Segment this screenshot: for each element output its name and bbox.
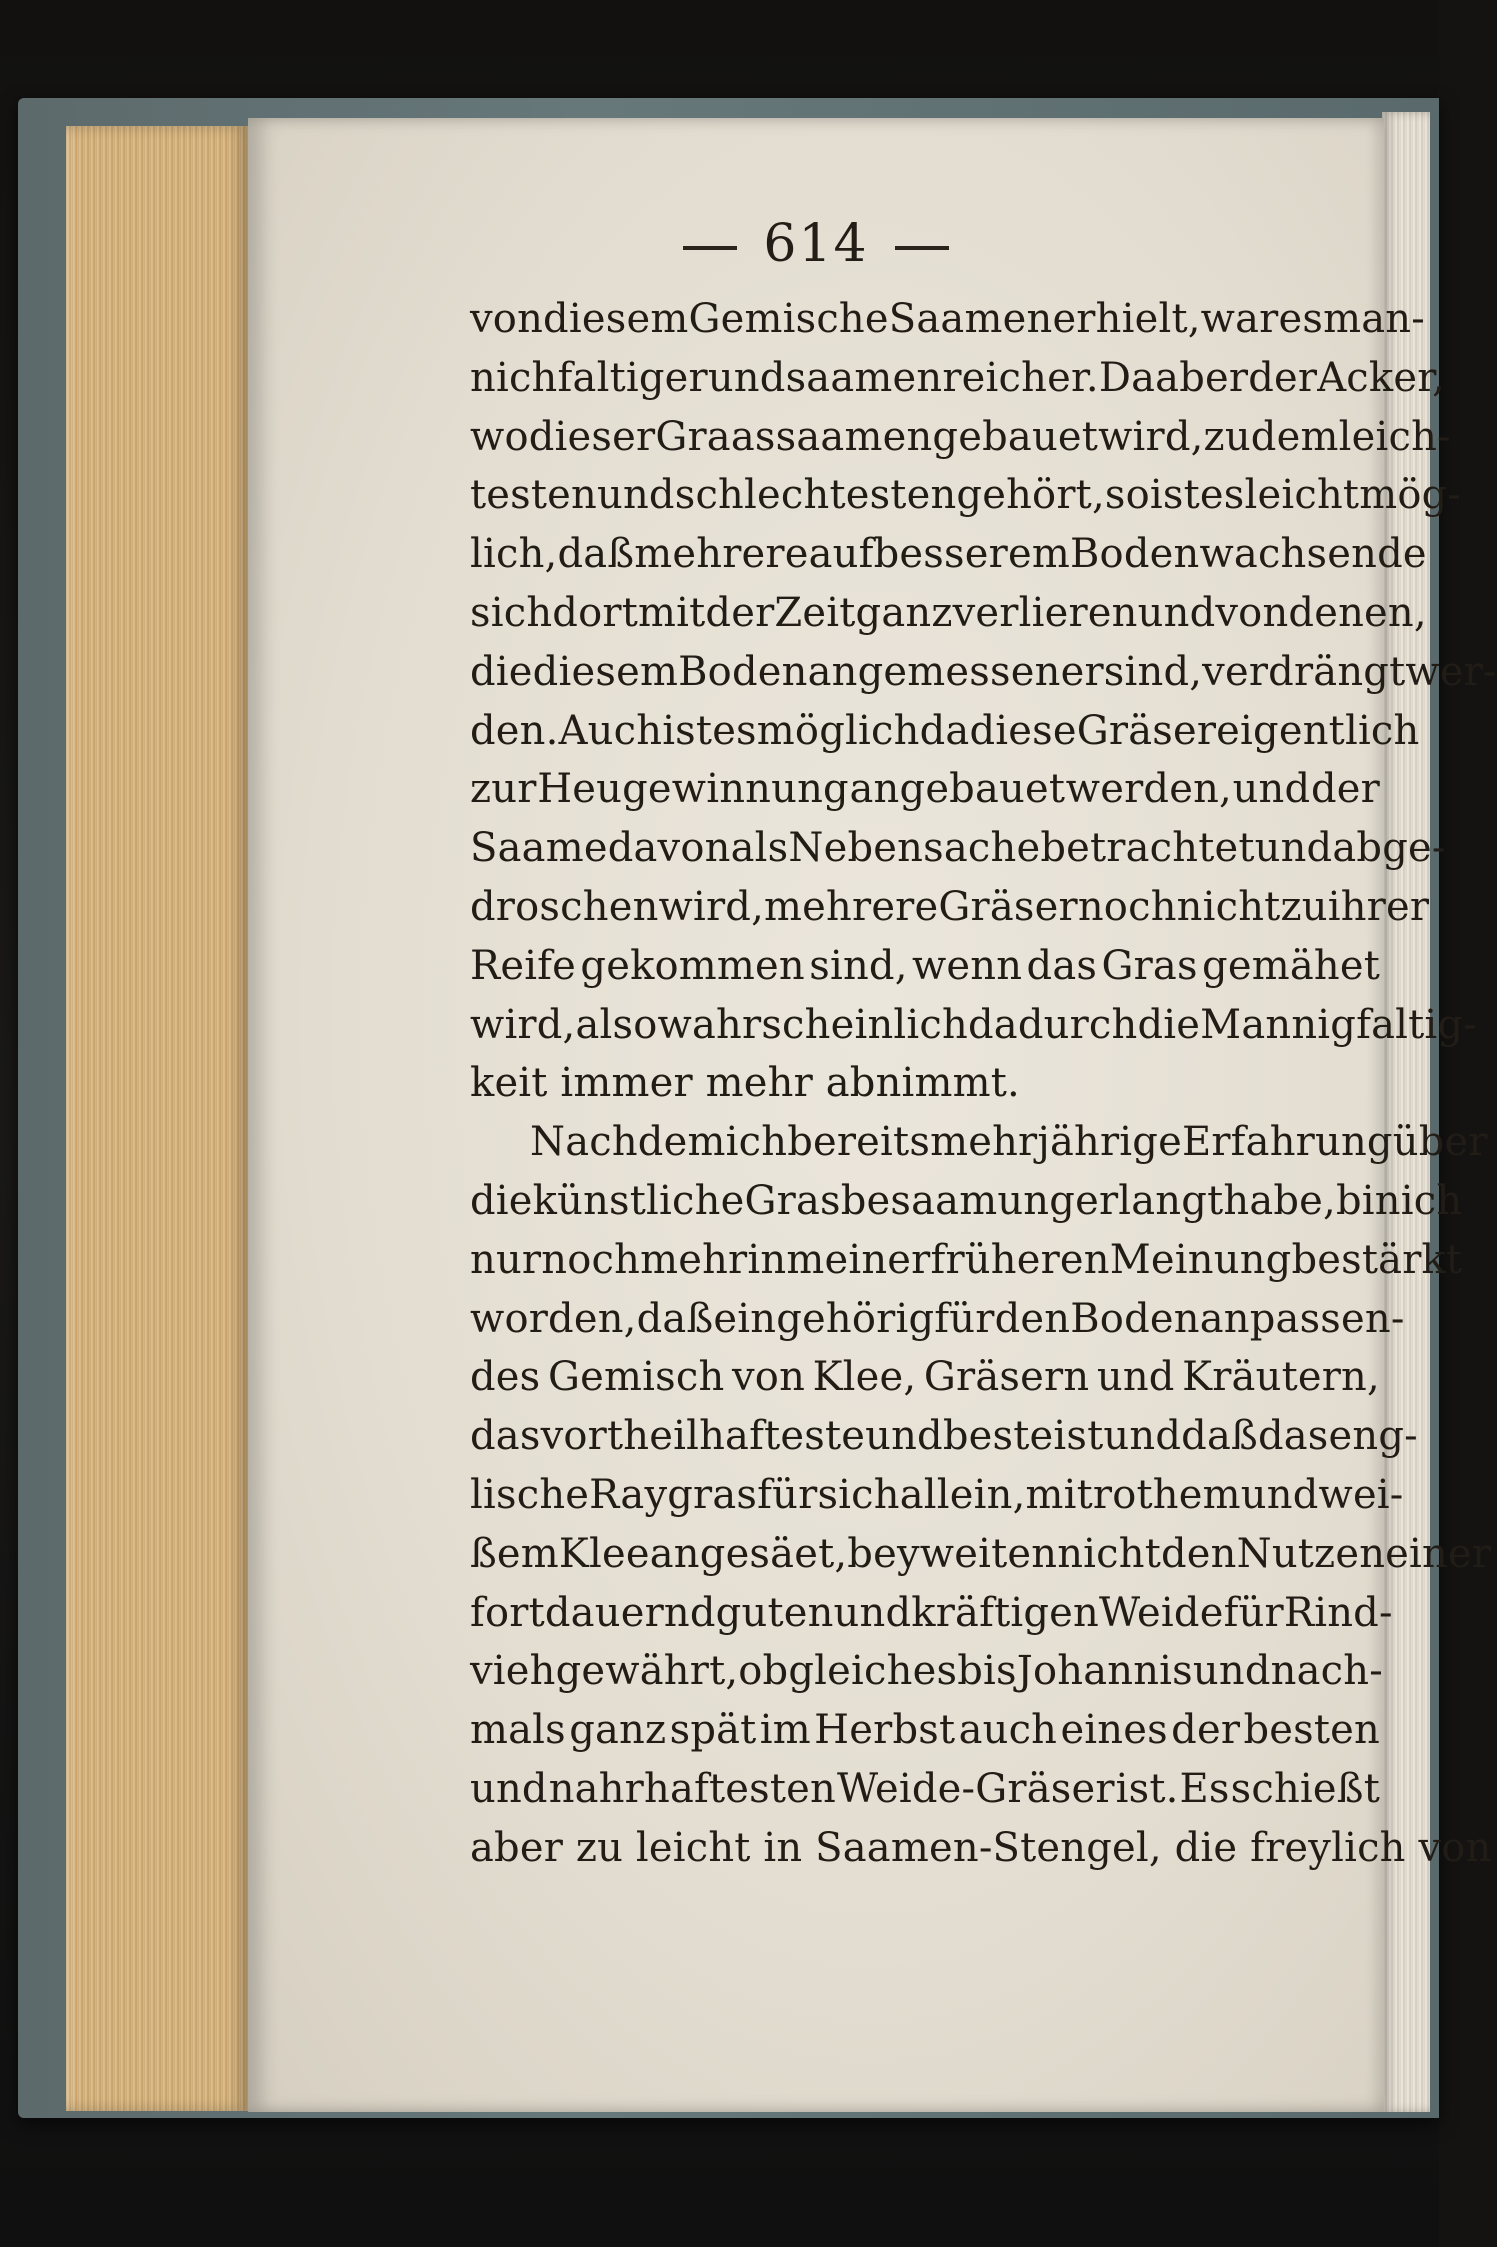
word: für [934, 1295, 995, 1342]
word: der [705, 589, 775, 636]
word: werden, [1065, 766, 1232, 813]
word: beste [942, 1413, 1054, 1460]
word: wei- [1318, 1471, 1404, 1518]
text-line [470, 702, 1420, 761]
word: mit [1025, 1471, 1093, 1518]
word: habe, [1223, 1177, 1336, 1224]
word: mals [470, 1707, 566, 1754]
word: in [763, 1824, 803, 1871]
word: bey [847, 1530, 920, 1577]
word: Klee [558, 1530, 650, 1577]
word: diesem [532, 648, 679, 695]
text-line [470, 878, 1430, 937]
word: die [470, 648, 533, 695]
word: es [912, 1648, 958, 1695]
word: Weide [1099, 1589, 1224, 1636]
word: bis [957, 1648, 1017, 1695]
word: war [1200, 296, 1279, 342]
word: nichfaltiger [470, 354, 708, 401]
word: Kräutern, [1182, 1354, 1380, 1401]
word: Saamen [888, 296, 1053, 342]
word: vieh [470, 1648, 556, 1695]
word: aber [470, 1824, 564, 1871]
word: aber [1155, 354, 1249, 401]
word: und [1240, 1471, 1319, 1518]
word: wachsende [1199, 531, 1427, 578]
word: ihrer [1327, 883, 1430, 930]
word: ich [725, 1119, 788, 1166]
word: schlechtesten [674, 472, 957, 519]
word: Rind- [1283, 1589, 1393, 1636]
word: als [730, 825, 789, 872]
text-line [470, 349, 1446, 408]
word: schießt [1230, 1765, 1380, 1812]
word: das [470, 1413, 541, 1460]
word: die [1137, 1001, 1201, 1048]
text-line [470, 1819, 1492, 1878]
word: angemessener [807, 648, 1104, 695]
word: abge- [1332, 825, 1446, 872]
word: sind, [1103, 648, 1203, 695]
word: mehrere [634, 531, 809, 578]
text-line [470, 1172, 1463, 1231]
word: nach- [1270, 1648, 1383, 1695]
word: ganz [855, 589, 953, 636]
word: den [994, 1295, 1071, 1342]
word: Mannigfaltig- [1200, 1001, 1477, 1048]
word: von [1215, 589, 1289, 636]
word: nahrhaftesten [548, 1765, 836, 1812]
text-line [470, 1466, 1404, 1525]
text-line [470, 1348, 1380, 1407]
word: künstliche [532, 1177, 745, 1224]
word: es [712, 707, 757, 754]
word: eines [1060, 1707, 1168, 1754]
word: bestärkt [1291, 1236, 1463, 1283]
word: betrachtet [1040, 825, 1255, 872]
page-number [248, 214, 1384, 274]
word: daß [557, 531, 635, 578]
word: verdrängt [1202, 648, 1406, 695]
word: vortheilhafteste [540, 1413, 866, 1460]
word: saamenreicher. [785, 354, 1099, 401]
word: Grasbesaamung [744, 1177, 1076, 1224]
word: dieser [528, 413, 656, 460]
word: daß [1181, 1413, 1258, 1460]
word: besserem [873, 531, 1070, 578]
word: verlieren [952, 589, 1138, 636]
word: und [1232, 766, 1311, 813]
word: leich- [1338, 413, 1451, 460]
word: nur [470, 1236, 542, 1283]
word: und [470, 1765, 548, 1812]
word: die [470, 1177, 533, 1224]
text-line [470, 937, 1380, 996]
word: von [470, 296, 544, 342]
word: mehr [705, 1060, 813, 1107]
word: Herbst [814, 1707, 956, 1754]
word: davon [607, 825, 731, 872]
word: noch [1077, 883, 1177, 930]
word: Nebensache [788, 825, 1041, 872]
text-line [470, 1407, 1418, 1466]
word: und [596, 472, 675, 519]
text-line [470, 1113, 1488, 1172]
word: der [1248, 354, 1318, 401]
word: sich [470, 589, 553, 636]
word: gemähet [1202, 942, 1380, 989]
word: ein [713, 1295, 777, 1342]
word: Gräsern [923, 1354, 1090, 1401]
word: zu [575, 1824, 624, 1871]
word: so [1104, 472, 1150, 519]
word: erhielt, [1052, 296, 1201, 342]
body-text [470, 290, 1497, 1878]
word: gebauet [932, 413, 1099, 460]
word: also [575, 1001, 658, 1048]
word: meiner [786, 1236, 931, 1283]
word: da [919, 707, 970, 754]
page-edges-left [66, 126, 250, 2111]
word: Heugewinnung [537, 766, 849, 813]
word: droschen [470, 883, 659, 930]
text-line [470, 525, 1427, 584]
word: wenn [911, 942, 1023, 989]
word: gehört, [956, 472, 1105, 519]
text-line [470, 643, 1497, 702]
word: ganz [569, 1707, 667, 1754]
word: es [1278, 296, 1324, 342]
word: rothem [1092, 1471, 1241, 1518]
word: und [865, 1413, 943, 1460]
word: anpassen- [1199, 1295, 1405, 1342]
word: ich [1400, 1177, 1463, 1224]
word: Erfahrung [1181, 1119, 1393, 1166]
word: Weide-Gräser [836, 1765, 1115, 1812]
text-line [470, 290, 1425, 349]
word: möglich [756, 707, 920, 754]
word: diesem [543, 296, 689, 342]
word: und [1137, 589, 1216, 636]
word: auch [958, 1707, 1058, 1754]
word: gehörig [776, 1295, 935, 1342]
word: mit [637, 589, 706, 636]
word: diese [969, 707, 1077, 754]
word: Boden [678, 648, 808, 695]
word: das [1026, 942, 1098, 989]
word: die [1174, 1824, 1238, 1871]
word: Saamen-Stengel, [815, 1824, 1162, 1871]
word: noch [541, 1236, 641, 1283]
word: nicht [1176, 883, 1281, 930]
text-line [470, 1525, 1492, 1584]
word: ßem [470, 1530, 559, 1577]
word: erlangt [1075, 1177, 1224, 1224]
word: keit [470, 1060, 548, 1107]
word: früheren [930, 1236, 1110, 1283]
word: lich, [470, 531, 558, 578]
word: Boden [1070, 1295, 1200, 1342]
word: leicht [635, 1824, 751, 1871]
word: bereits [787, 1119, 931, 1166]
word: auf [808, 531, 874, 578]
word: nicht [1057, 1530, 1161, 1577]
word: mehrjährige [930, 1119, 1182, 1166]
word: Johannis [1016, 1648, 1193, 1695]
word: eigentlich [1216, 707, 1420, 754]
word: zur [470, 766, 537, 813]
word: kräftigen [911, 1589, 1099, 1636]
word: mehrere [764, 883, 939, 930]
word: von [1418, 1824, 1492, 1871]
word: Gräser [1076, 707, 1217, 754]
word: des [470, 1354, 541, 1401]
text-line [470, 1231, 1463, 1290]
word: sind, [809, 942, 908, 989]
word: und [833, 1589, 912, 1636]
word: spät [669, 1707, 757, 1754]
text-line [470, 996, 1477, 1055]
word: Nutzen [1236, 1530, 1386, 1577]
text-line [470, 760, 1380, 819]
text-line [470, 584, 1427, 643]
word: dem [1250, 413, 1339, 460]
word: ist [1149, 472, 1200, 519]
word: angebauet [849, 766, 1066, 813]
word: worden, [470, 1295, 637, 1342]
book-page [248, 118, 1497, 2112]
word: wo [470, 413, 529, 460]
word: Meinung [1109, 1236, 1292, 1283]
word: und [1096, 1354, 1175, 1401]
page-number-text: 614 [763, 214, 869, 274]
word: wahrscheinlich [657, 1001, 968, 1048]
word: Boden [1069, 531, 1200, 578]
text-line [470, 1642, 1383, 1701]
word: von [731, 1354, 806, 1401]
word: angesäet, [649, 1530, 848, 1577]
word: wird, [658, 883, 765, 930]
word: gekommen [580, 942, 805, 989]
word: Gemische [688, 296, 889, 342]
word: allein, [899, 1471, 1026, 1518]
text-line [470, 1760, 1380, 1819]
word: wer- [1405, 648, 1497, 695]
text-line [470, 1054, 1380, 1113]
word: Zeit [774, 589, 856, 636]
text-line [470, 1701, 1380, 1760]
dash-right [895, 246, 949, 250]
word: leicht [1244, 472, 1360, 519]
word: man- [1323, 296, 1425, 342]
word: guten [715, 1589, 834, 1636]
word: immer [560, 1060, 693, 1107]
word: wird, [470, 1001, 576, 1048]
word: der [1171, 1707, 1241, 1754]
text-line [470, 1584, 1393, 1643]
word: es [1199, 472, 1245, 519]
word: und [1254, 825, 1333, 872]
word: testen [470, 472, 597, 519]
word: in [747, 1236, 787, 1283]
word: das [1257, 1413, 1329, 1460]
word: und [707, 354, 786, 401]
word: im [759, 1707, 811, 1754]
word: besten [1243, 1707, 1380, 1754]
word: für [1223, 1589, 1284, 1636]
word: dort [552, 589, 638, 636]
word: eng- [1328, 1413, 1418, 1460]
word: der [1310, 766, 1380, 813]
word: dadurch [967, 1001, 1138, 1048]
word: für [757, 1471, 818, 1518]
word: Graassaamen [655, 413, 933, 460]
word: Klee, [812, 1354, 917, 1401]
word: bin [1335, 1177, 1401, 1224]
word: Gräser [938, 883, 1078, 930]
word: Acker, [1317, 354, 1446, 401]
word: ist [1053, 1413, 1104, 1460]
dash-left [683, 246, 737, 250]
word: abnimmt. [825, 1060, 1020, 1107]
text-line [470, 408, 1451, 467]
word: Gemisch [547, 1354, 725, 1401]
word: weiten [919, 1530, 1058, 1577]
text-line [470, 466, 1462, 525]
word: mög- [1359, 472, 1462, 519]
word: und [1192, 1648, 1271, 1695]
word: freylich [1250, 1824, 1406, 1871]
word: sich [817, 1471, 900, 1518]
word: mehr [640, 1236, 748, 1283]
word: zu [1203, 413, 1251, 460]
word: den [1160, 1530, 1237, 1577]
word: Da [1098, 354, 1156, 401]
word: daß [636, 1295, 714, 1342]
word: wird, [1098, 413, 1204, 460]
word: ist [662, 707, 713, 754]
word: denen, [1288, 589, 1427, 636]
word: lische [470, 1471, 590, 1518]
text-line [470, 819, 1446, 878]
word: einer [1385, 1530, 1492, 1577]
word: Es [1179, 1765, 1230, 1812]
word: den. [470, 707, 559, 754]
word: über [1392, 1119, 1488, 1166]
word: zu [1280, 883, 1328, 930]
word: und [1103, 1413, 1182, 1460]
word: Auch [558, 707, 663, 754]
word: Nachdem [530, 1119, 726, 1166]
text-line [470, 1290, 1405, 1349]
word: Saame [470, 825, 608, 872]
word: ist. [1115, 1765, 1179, 1812]
word: Raygras [589, 1471, 758, 1518]
word: fortdauernd [470, 1589, 716, 1636]
word: Reife [470, 942, 577, 989]
word: gewährt, [555, 1648, 739, 1695]
word: obgleich [738, 1648, 913, 1695]
word: Gras [1101, 942, 1198, 989]
